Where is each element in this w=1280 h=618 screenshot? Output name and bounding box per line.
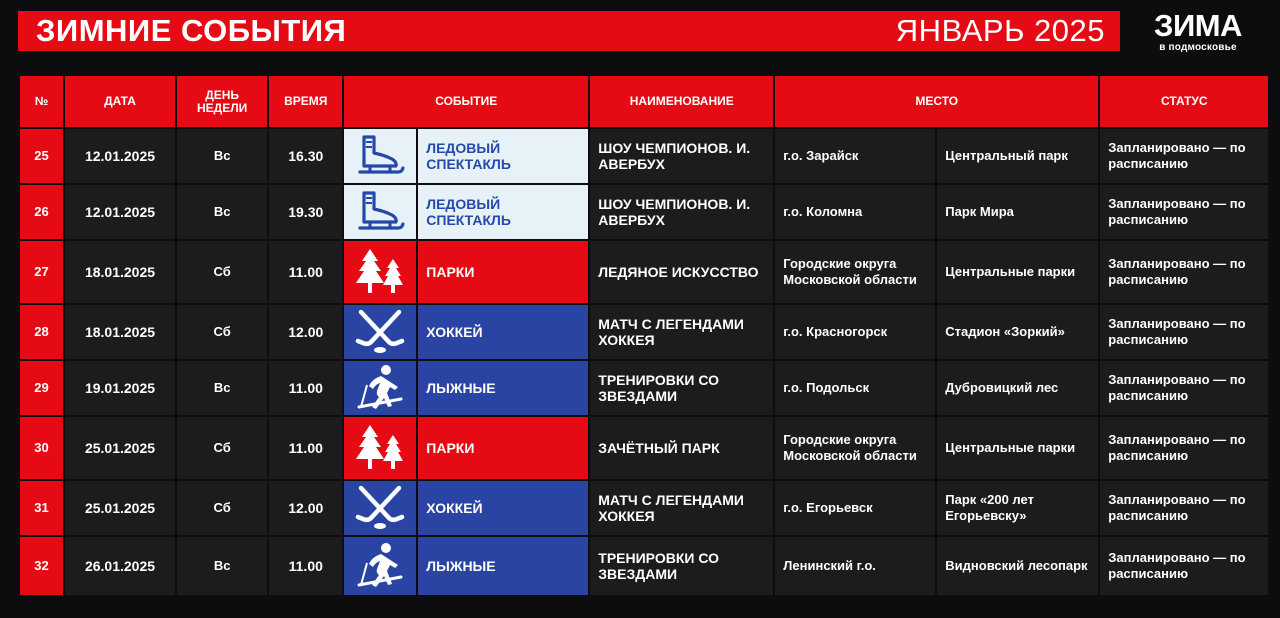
event-weekday: Вс [177,537,267,595]
event-date: 12.01.2025 [65,185,175,239]
table-row [20,185,1268,239]
event-name: ШОУ ЧЕМПИОНОВ. И. АВЕРБУХ [590,185,773,239]
event-city: Городские округа Московской области [775,417,935,479]
fir-trees-icon [344,423,416,473]
logo-main-text: ЗИМА [1154,8,1242,43]
event-status: Запланировано — по расписанию [1100,185,1268,239]
event-status: Запланировано — по расписанию [1100,417,1268,479]
event-city: г.о. Егорьевск [775,481,935,535]
event-weekday: Вс [177,361,267,415]
event-time: 11.00 [269,417,342,479]
table-row [20,481,1268,535]
row-number: 32 [20,537,63,595]
event-category: ЛЕДОВЫЙ СПЕКТАКЛЬ [418,185,588,239]
logo [1142,10,1254,56]
event-icon-cell [344,185,416,239]
event-name: ШОУ ЧЕМПИОНОВ. И. АВЕРБУХ [590,129,773,183]
event-venue: Центральные парки [937,241,1098,303]
event-name: МАТЧ С ЛЕГЕНДАМИ ХОККЕЯ [590,481,773,535]
row-number: 27 [20,241,63,303]
event-weekday: Сб [177,417,267,479]
event-name: ТРЕНИРОВКИ СО ЗВЕЗДАМИ [590,537,773,595]
event-status: Запланировано — по расписанию [1100,361,1268,415]
event-date: 26.01.2025 [65,537,175,595]
event-icon-cell [344,481,416,535]
event-venue: Видновский лесопарк [937,537,1098,595]
col-header-name: НАИМЕНОВАНИЕ [590,76,773,127]
col-header-status: СТАТУС [1100,76,1268,127]
event-icon-cell [344,305,416,359]
event-name: ЗАЧЁТНЫЙ ПАРК [590,417,773,479]
hockey-sticks-icon [344,308,416,356]
event-venue: Парк Мира [937,185,1098,239]
table-row [20,361,1268,415]
event-status: Запланировано — по расписанию [1100,129,1268,183]
event-city: Ленинский г.о. [775,537,935,595]
table-row [20,305,1268,359]
col-header-weekday: ДЕНЬ НЕДЕЛИ [177,76,267,127]
title-banner [18,11,1120,51]
col-header-num: № [20,76,63,127]
skier-icon [344,363,416,413]
event-category: ПАРКИ [418,417,588,479]
event-weekday: Сб [177,481,267,535]
row-number: 25 [20,129,63,183]
event-date: 25.01.2025 [65,481,175,535]
event-date: 19.01.2025 [65,361,175,415]
event-icon-cell [344,417,416,479]
logo-sub-text: в подмосковье [1159,42,1237,53]
event-status: Запланировано — по расписанию [1100,481,1268,535]
event-venue: Парк «200 лет Егорьевску» [937,481,1098,535]
event-name: МАТЧ С ЛЕГЕНДАМИ ХОККЕЯ [590,305,773,359]
fir-trees-icon [344,247,416,297]
event-icon-cell [344,537,416,595]
event-venue: Дубровицкий лес [937,361,1098,415]
event-icon-cell [344,129,416,183]
event-date: 18.01.2025 [65,305,175,359]
event-city: г.о. Коломна [775,185,935,239]
event-weekday: Сб [177,305,267,359]
event-category: ПАРКИ [418,241,588,303]
skier-icon [344,541,416,591]
event-venue: Центральные парки [937,417,1098,479]
col-header-time: ВРЕМЯ [269,76,342,127]
event-weekday: Сб [177,241,267,303]
event-category: ЛЫЖНЫЕ [418,537,588,595]
event-time: 11.00 [269,361,342,415]
col-header-date: ДАТА [65,76,175,127]
event-status: Запланировано — по расписанию [1100,537,1268,595]
events-table [18,74,1270,597]
event-name: ЛЕДЯНОЕ ИСКУССТВО [590,241,773,303]
event-name: ТРЕНИРОВКИ СО ЗВЕЗДАМИ [590,361,773,415]
month-label: ЯНВАРЬ 2025 [895,13,1105,48]
row-number: 26 [20,185,63,239]
page-title: ЗИМНИЕ СОБЫТИЯ [36,13,347,48]
event-time: 19.30 [269,185,342,239]
table-row [20,417,1268,479]
event-city: г.о. Красногорск [775,305,935,359]
event-time: 11.00 [269,537,342,595]
row-number: 30 [20,417,63,479]
event-time: 11.00 [269,241,342,303]
row-number: 29 [20,361,63,415]
event-city: г.о. Подольск [775,361,935,415]
col-header-event: СОБЫТИЕ [344,76,588,127]
table-row [20,129,1268,183]
event-weekday: Вс [177,129,267,183]
event-date: 18.01.2025 [65,241,175,303]
event-venue: Стадион «Зоркий» [937,305,1098,359]
event-time: 12.00 [269,305,342,359]
event-icon-cell [344,241,416,303]
event-weekday: Вс [177,185,267,239]
event-city: г.о. Зарайск [775,129,935,183]
table-row [20,241,1268,303]
event-time: 16.30 [269,129,342,183]
event-category: ХОККЕЙ [418,305,588,359]
event-status: Запланировано — по расписанию [1100,305,1268,359]
event-time: 12.00 [269,481,342,535]
event-date: 25.01.2025 [65,417,175,479]
event-city: Городские округа Московской области [775,241,935,303]
event-category: ЛЫЖНЫЕ [418,361,588,415]
event-date: 12.01.2025 [65,129,175,183]
event-venue: Центральный парк [937,129,1098,183]
event-category: ЛЕДОВЫЙ СПЕКТАКЛЬ [418,129,588,183]
header-row [20,76,1268,127]
hockey-sticks-icon [344,484,416,532]
row-number: 31 [20,481,63,535]
ice-skate-icon [344,190,416,234]
row-number: 28 [20,305,63,359]
event-icon-cell [344,361,416,415]
event-category: ХОККЕЙ [418,481,588,535]
col-header-place: МЕСТО [775,76,1098,127]
ice-skate-icon [344,134,416,178]
table-row [20,537,1268,595]
event-status: Запланировано — по расписанию [1100,241,1268,303]
